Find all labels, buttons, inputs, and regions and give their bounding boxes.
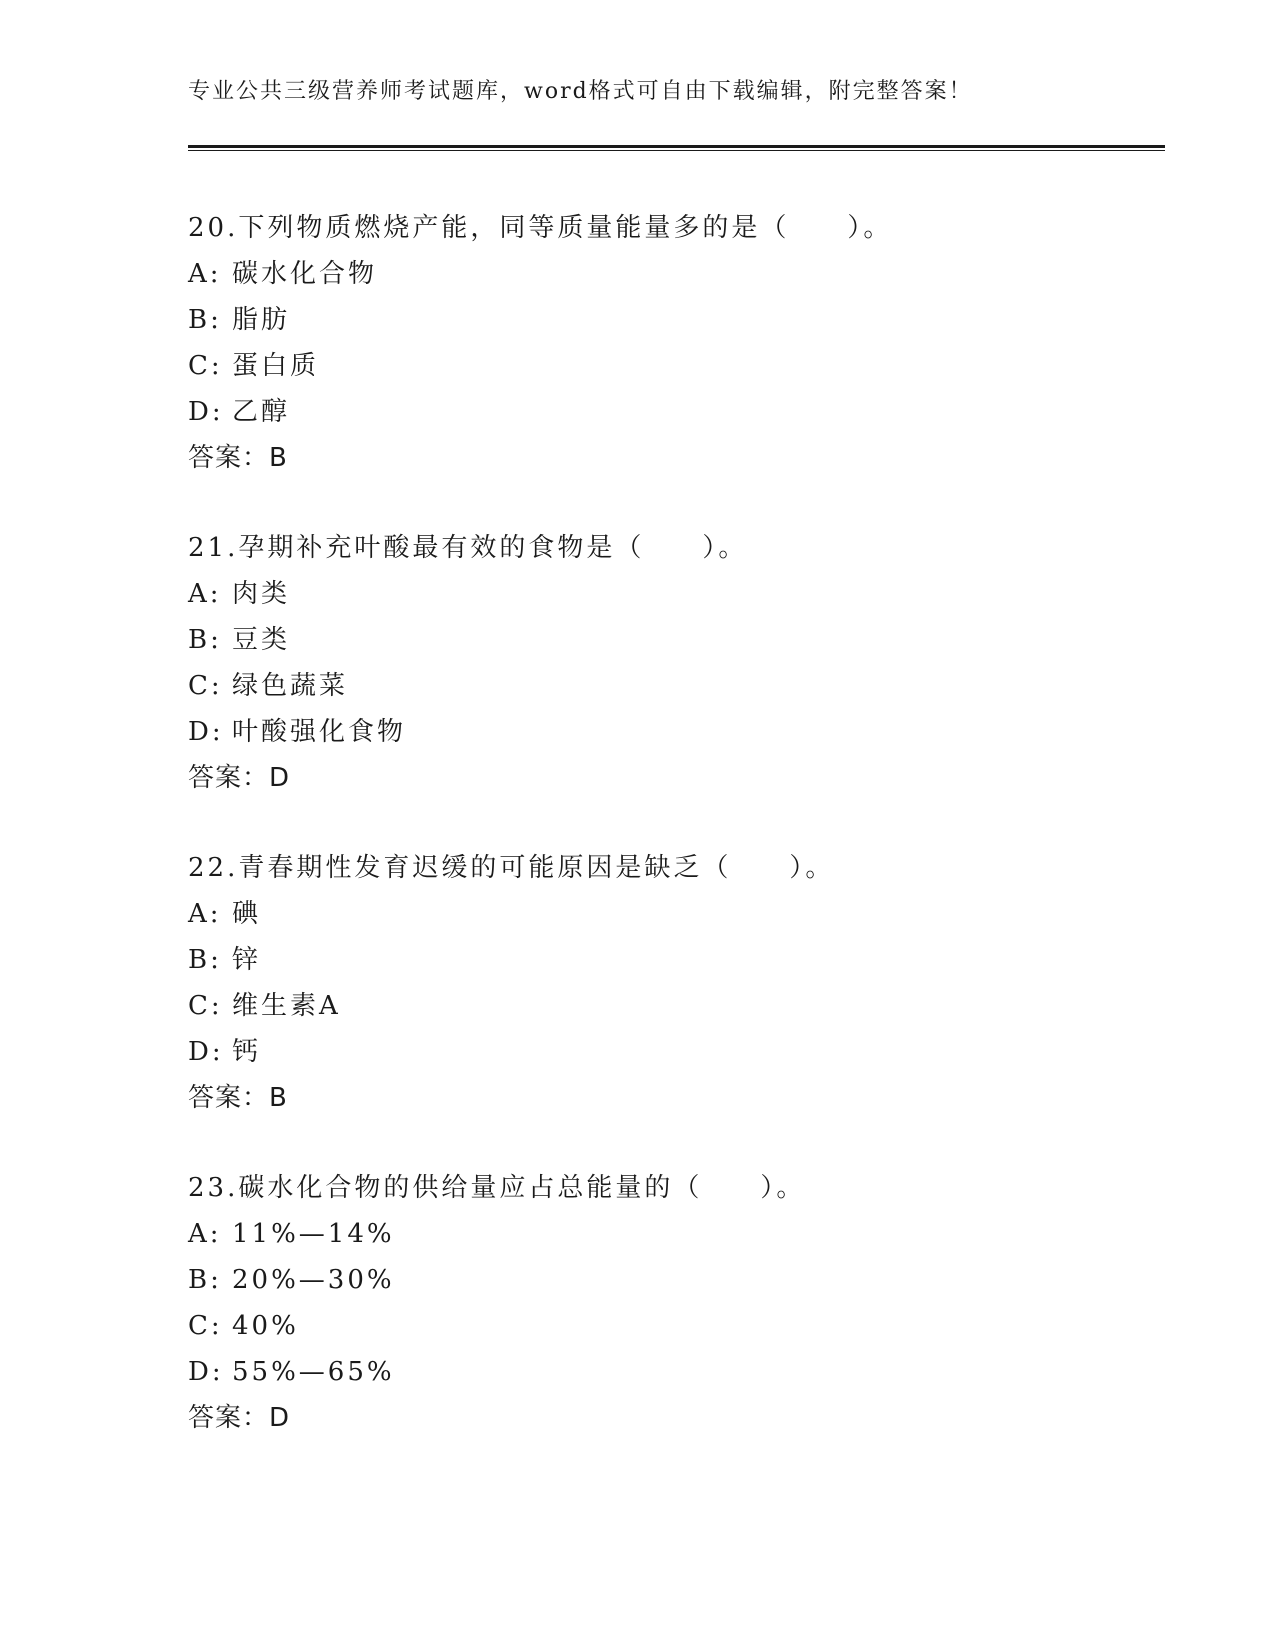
header-divider-thick xyxy=(188,145,1165,148)
option-letter: C: xyxy=(188,991,223,1021)
option-letter: B: xyxy=(188,305,222,335)
option-text: 绿色蔬菜 xyxy=(232,671,349,701)
answer: 答案：B xyxy=(188,443,288,473)
option-letter: A: xyxy=(188,899,222,929)
option-text: 叶酸强化食物 xyxy=(232,717,407,747)
option-b xyxy=(188,617,1165,663)
answer: 答案：B xyxy=(188,1083,288,1113)
question-stem: 22.青春期性发育迟缓的可能原因是缺乏（ ）。 xyxy=(188,853,835,883)
question-23 xyxy=(188,1165,1165,1441)
answer: 答案：D xyxy=(188,1403,291,1433)
option-d xyxy=(188,1349,1165,1395)
option-b xyxy=(188,937,1165,983)
answer: 答案：D xyxy=(188,763,291,793)
option-text: 钙 xyxy=(232,1037,262,1067)
option-letter: C: xyxy=(188,1311,223,1341)
page-header: 专业公共三级营养师考试题库，word格式可自由下载编辑，附完整答案！ xyxy=(188,79,973,104)
option-letter: B: xyxy=(188,945,222,975)
option-text: 40% xyxy=(232,1311,299,1341)
option-a xyxy=(188,891,1165,937)
option-letter: D: xyxy=(188,717,224,747)
option-a xyxy=(188,571,1165,617)
option-letter: A: xyxy=(188,259,222,289)
option-text: 11%—14% xyxy=(232,1219,395,1249)
option-b xyxy=(188,297,1165,343)
question-stem: 21.孕期补充叶酸最有效的食物是（ ）。 xyxy=(188,533,748,563)
option-text: 20%—30% xyxy=(232,1265,395,1295)
option-d xyxy=(188,709,1165,755)
option-c xyxy=(188,663,1165,709)
option-c xyxy=(188,983,1165,1029)
option-text: 脂肪 xyxy=(232,305,291,335)
option-text: 55%—65% xyxy=(232,1357,395,1387)
question-list xyxy=(188,205,1165,1485)
option-c xyxy=(188,343,1165,389)
option-letter: C: xyxy=(188,671,223,701)
option-d xyxy=(188,389,1165,435)
option-d xyxy=(188,1029,1165,1075)
option-text: 锌 xyxy=(232,945,262,975)
question-20 xyxy=(188,205,1165,481)
option-letter: C: xyxy=(188,351,223,381)
option-text: 维生素A xyxy=(232,991,341,1021)
question-22 xyxy=(188,845,1165,1121)
option-text: 豆类 xyxy=(232,625,291,655)
option-text: 肉类 xyxy=(232,579,291,609)
option-letter: D: xyxy=(188,397,224,427)
option-text: 蛋白质 xyxy=(232,351,320,381)
question-21 xyxy=(188,525,1165,801)
option-letter: B: xyxy=(188,1265,222,1295)
question-stem: 23.碳水化合物的供给量应占总能量的（ ）。 xyxy=(188,1173,806,1203)
option-a xyxy=(188,1211,1165,1257)
option-letter: B: xyxy=(188,625,222,655)
option-c xyxy=(188,1303,1165,1349)
option-a xyxy=(188,251,1165,297)
option-b xyxy=(188,1257,1165,1303)
option-letter: D: xyxy=(188,1037,224,1067)
option-letter: A: xyxy=(188,1219,222,1249)
header-divider-thin xyxy=(188,150,1165,151)
option-text: 碘 xyxy=(232,899,262,929)
option-text: 乙醇 xyxy=(232,397,291,427)
option-letter: D: xyxy=(188,1357,224,1387)
option-text: 碳水化合物 xyxy=(232,259,378,289)
question-stem: 20.下列物质燃烧产能，同等质量能量多的是（ ）。 xyxy=(188,213,893,243)
option-letter: A: xyxy=(188,579,222,609)
